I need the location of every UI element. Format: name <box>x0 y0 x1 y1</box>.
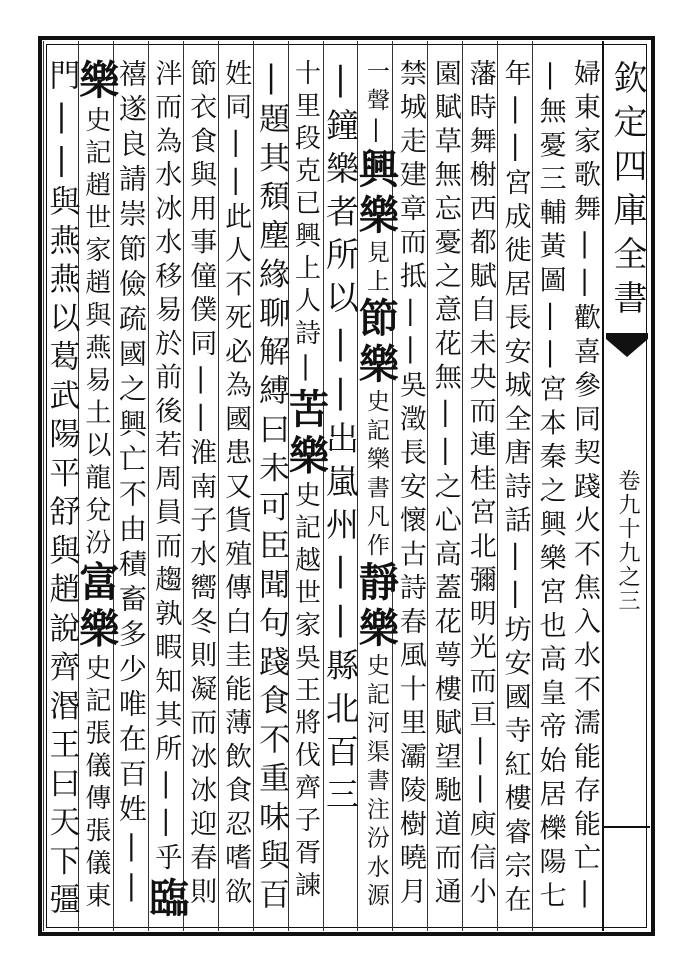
column-text: 姓同||此人不死必為國患又貨殖傳白圭能薄飲食忍嗜欲 <box>220 59 252 911</box>
heading-term: 興樂 <box>352 148 400 240</box>
heading-term: 靜樂 <box>352 561 400 653</box>
column-text: 史記樂書凡作 <box>362 388 389 562</box>
margin-rule <box>604 826 650 828</box>
column-text: |無憂三輔黃圖||宮本秦之興樂宮也高皇帝始居櫟陽七 <box>534 59 566 915</box>
column-text: |題其頹塵緣聊解縛 <box>253 59 290 413</box>
text-column <box>72 41 120 931</box>
text-column <box>282 41 330 931</box>
column-text: 十里段克已興上人詩| <box>290 59 321 388</box>
column-text: 說齊湣王曰天下彊 <box>43 611 80 922</box>
page-margin-column <box>602 41 650 931</box>
fish-tail-ornament <box>604 331 650 363</box>
column-text: 一聲| <box>362 59 389 149</box>
column-text: 樂者所以|| <box>320 151 360 421</box>
text-column <box>427 41 462 931</box>
heading-term: 苦樂 <box>282 388 330 481</box>
juan-label: 卷九十九之三 <box>615 469 640 613</box>
heading-term: 臨 <box>142 877 190 924</box>
text-column <box>567 41 602 931</box>
text-column <box>320 41 360 931</box>
text-column <box>183 41 218 931</box>
column-text: 禧遂良請崇節儉疏國之興亡不由積畜多少唯在百姓|| <box>114 59 148 909</box>
text-columns <box>43 41 602 931</box>
text-column <box>462 41 497 931</box>
column-text: 門||與燕燕以葛武陽平舒與趙 <box>43 59 80 612</box>
column-text: 史記趙世家趙與燕易土以龍兌汾 <box>80 105 111 561</box>
column-text: 年||宮成徙居長安城全唐詩話||坊安國寺紅樓睿宗在 <box>499 59 531 919</box>
text-column <box>532 41 567 931</box>
column-text: 婦東家歌舞||歡喜參同契踐火不焦入水不濡能存能亡| <box>569 59 601 915</box>
column-text: 見 <box>362 239 389 269</box>
text-column <box>142 41 190 931</box>
column-text: 泮而為水冰水移易於前後若周員而趨孰暇知其所||乎 <box>150 59 182 877</box>
column-text: 禁城走建章而抵||吳澂長安懷古詩春風十里灞陵樹曉月 <box>394 59 426 911</box>
text-column <box>253 41 288 931</box>
column-text: 藩時舞榭西都賦自未央而連桂宮北彌明光而亘||庾信小 <box>464 59 496 911</box>
column-text: |鐘 <box>320 59 360 151</box>
heading-term: 富樂 <box>72 560 120 654</box>
text-column <box>497 41 532 931</box>
column-text: 史記越世家吳王將伐齊子胥諫 <box>290 481 321 904</box>
column-text: 上 <box>362 268 389 298</box>
text-column <box>218 41 253 931</box>
column-text: 出嵐州||縣北百三 <box>320 421 360 820</box>
column-text: 史記張儀傳張儀東 <box>80 653 111 914</box>
book-title: 欽定四庫全書 <box>607 59 647 324</box>
text-column <box>113 41 148 931</box>
column-text: 史記河渠書注汾水源 <box>362 652 389 912</box>
column-text: 曰未可臣聞句踐食不重味與百 <box>253 412 290 917</box>
text-column <box>43 41 78 931</box>
heading-term: 節樂 <box>352 297 400 389</box>
column-text: 節衣食與用事僮僕同||淮南子水嚮冬則凝而冰冰迎春則 <box>185 59 217 911</box>
heading-term: 樂 <box>72 59 120 106</box>
text-column <box>352 41 400 931</box>
column-text: 園賦草無忘憂之意花無||之心高蓋花萼樓賦望馳道而通 <box>429 59 461 911</box>
